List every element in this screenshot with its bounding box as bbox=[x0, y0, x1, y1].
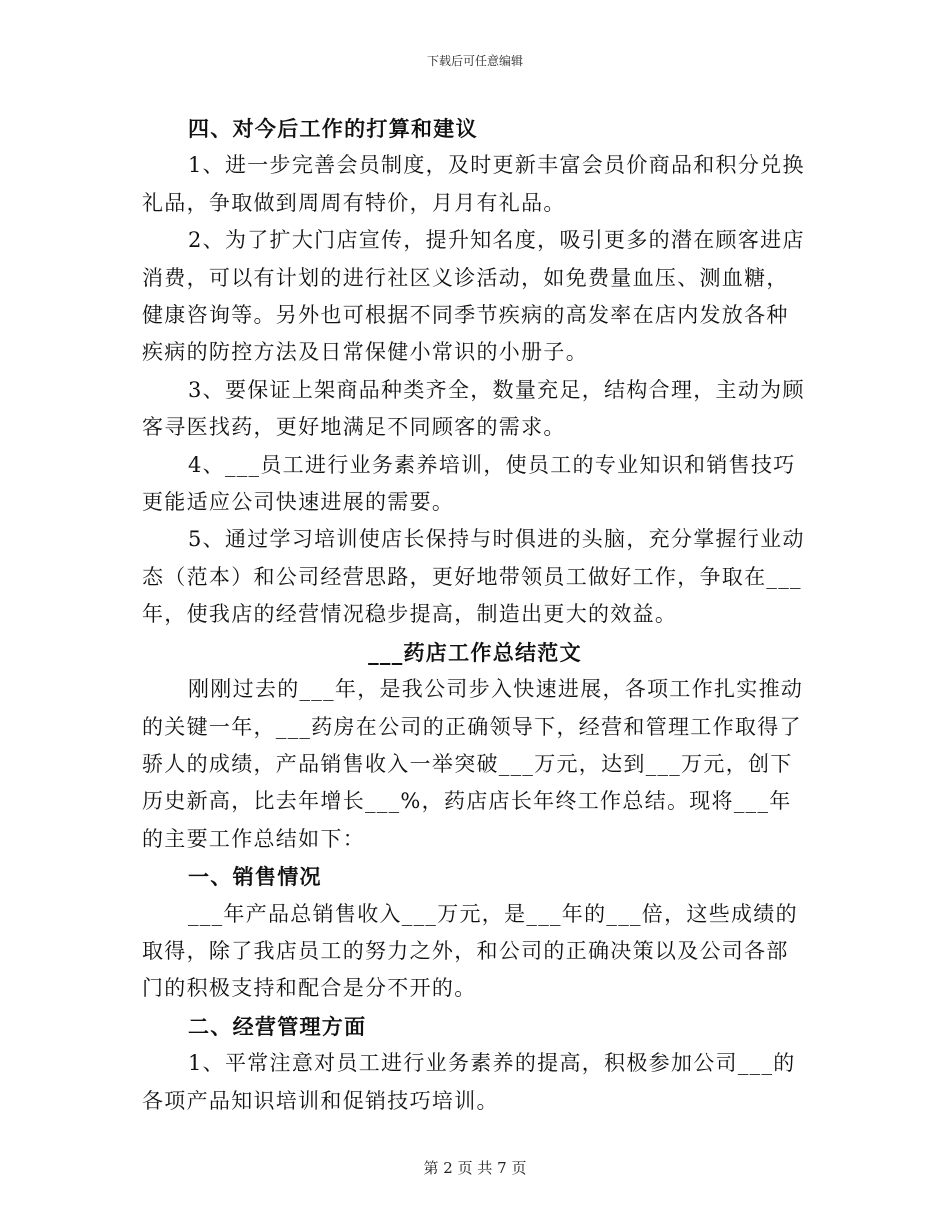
paragraph-intro: 刚刚过去的___年，是我公司步入快速进展，各项工作扎实推动的关键一年，___药房在公司的正确领导下，经营和管理工作取得了骄人的成绩，产品销售收入一举突破___万元，达到___万元，创下历史新高，比去年增长___%，药店店长年终工作总结。现将___年的主要工作总结如下： bbox=[142, 677, 804, 851]
page-footer: 第 2 页 共 7 页 bbox=[423, 1159, 527, 1177]
paragraph-plan-5: 5、通过学习培训使店长保持与时俱进的头脑，充分掌握行业动态（范本）和公司经营思路，更好地带领员工做好工作，争取在___年，使我店的经营情况稳步提高，制造出更大的效益。 bbox=[142, 527, 805, 627]
page-body bbox=[142, 110, 808, 1120]
section-heading-plans: 四、对今后工作的打算和建议 bbox=[188, 116, 478, 141]
page-header: 下载后可任意编辑 bbox=[426, 54, 523, 68]
section-heading-management: 二、经营管理方面 bbox=[188, 1013, 367, 1039]
paragraph-plan-1: 1、进一步完善会员制度，及时更新丰富会员价商品和积分兑换礼品，争取做到周周有特价，月月有礼品。 bbox=[142, 153, 805, 215]
paragraph-plan-2: 2、为了扩大门店宣传，提升知名度，吸引更多的潜在顾客进店消费，可以有计划的进行社区义诊活动，如免费量血压、测血糖，健康咨询等。另外也可根据不同季节疾病的高发率在店内发放各种疾病的防控方法及日常保健小常识的小册子。 bbox=[142, 228, 805, 365]
paragraph-sales: ___年产品总销售收入___万元，是___年的___倍，这些成绩的取得，除了我店员工的努力之外，和公司的正确决策以及公司各部门的积极支持和配合是分不开的。 bbox=[142, 901, 798, 1001]
paragraph-plan-3: 3、要保证上架商品种类齐全，数量充足，结构合理，主动为顾客寻医找药，更好地满足不同顾客的需求。 bbox=[142, 377, 805, 440]
paragraph-plan-4: 4、___员工进行业务素养培训，使员工的专业知识和销售技巧更能适应公司快速进展的需要。 bbox=[142, 452, 796, 515]
section-heading-sales: 一、销售情况 bbox=[188, 864, 322, 890]
document-title: ___药店工作总结范文 bbox=[368, 639, 582, 665]
paragraph-management-1: 1、平常注意对员工进行业务素养的提高，积极参加公司___的各项产品知识培训和促销技巧培训。 bbox=[142, 1051, 796, 1113]
